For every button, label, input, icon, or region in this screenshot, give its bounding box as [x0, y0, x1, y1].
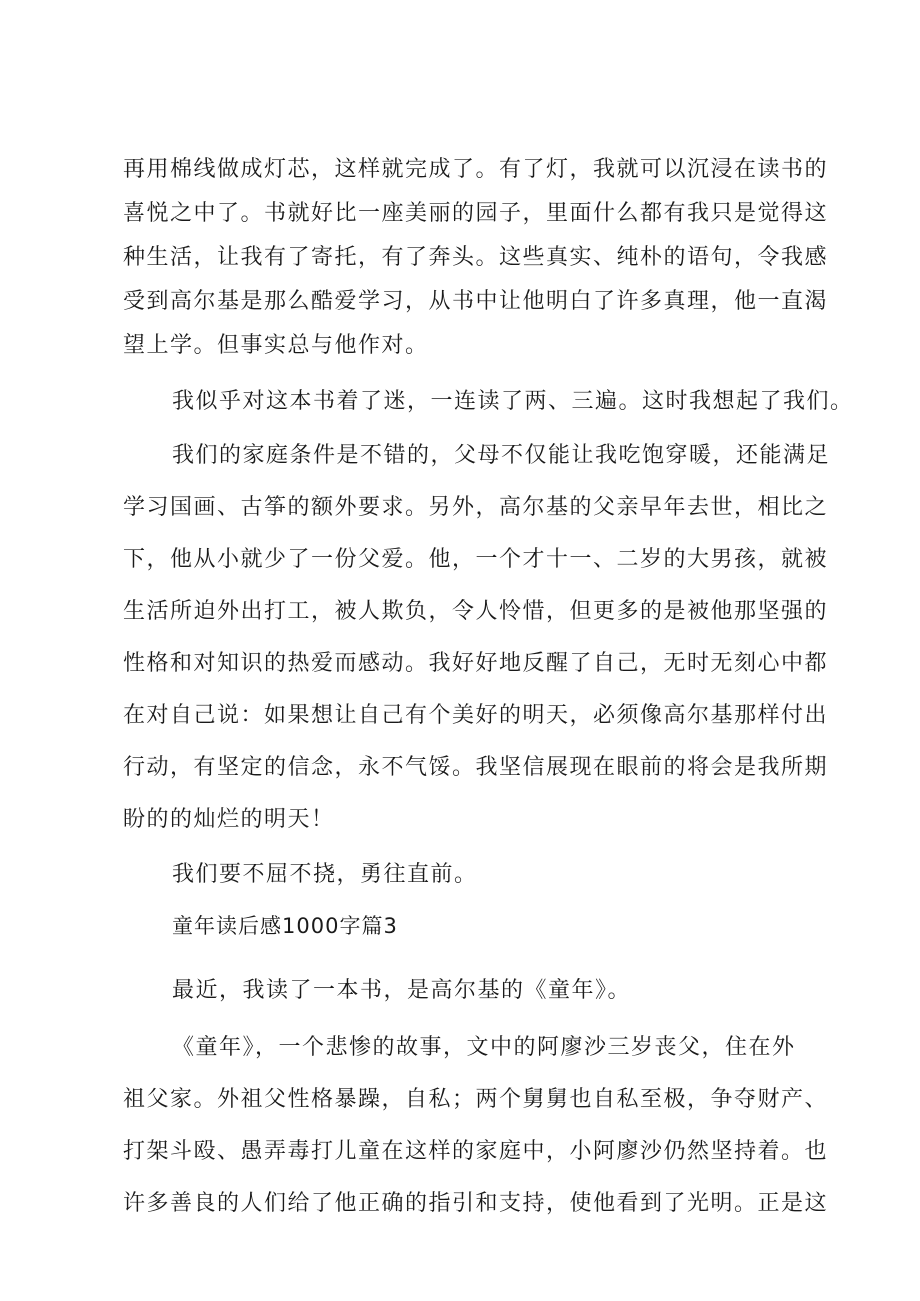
- section-heading: 童年读后感1000字篇3: [172, 914, 398, 938]
- body-line: 行动，有坚定的信念，永不气馁。我坚信展现在眼前的将会是我所期: [123, 755, 829, 780]
- body-line: 再用棉线做成灯芯，这样就完成了。有了灯，我就可以沉浸在读书的: [123, 157, 829, 182]
- paragraph-line: 最近，我读了一本书，是高尔基的《童年》。: [172, 978, 632, 1003]
- body-line: 下，他从小就少了一份父爱。他，一个才十一、二岁的大男孩，就被: [123, 547, 829, 572]
- body-line: 学习国画、古筝的额外要求。另外，高尔基的父亲早年去世，相比之: [123, 495, 829, 520]
- body-line: 种生活，让我有了寄托，有了奔头。这些真实、纯朴的语句，令我感: [123, 245, 829, 270]
- body-line: 盼的的灿烂的明天！: [123, 807, 335, 832]
- body-line: 祖父家。外祖父性格暴躁，自私；两个舅舅也自私至极，争夺财产、: [123, 1087, 829, 1112]
- paragraph-line: 我们的家庭条件是不错的，父母不仅能让我吃饱穿暖，还能满足: [172, 443, 831, 468]
- body-line: 在对自己说：如果想让自己有个美好的明天，必须像高尔基那样付出: [123, 703, 829, 728]
- body-line: 喜悦之中了。书就好比一座美丽的园子，里面什么都有我只是觉得这: [123, 201, 829, 226]
- body-line: 受到高尔基是那么酷爱学习，从书中让他明白了许多真理，他一直渴: [123, 289, 829, 314]
- body-line: 许多善良的人们给了他正确的指引和支持，使他看到了光明。正是这: [123, 1191, 829, 1216]
- paragraph-line: 我们要不屈不挠，勇往直前。: [172, 862, 478, 887]
- body-line: 生活所迫外出打工，被人欺负，令人怜惜，但更多的是被他那坚强的: [123, 599, 829, 624]
- paragraph-line: 我似乎对这本书着了迷，一连读了两、三遍。这时我想起了我们。: [172, 389, 854, 414]
- body-line: 打架斗殴、愚弄毒打儿童在这样的家庭中，小阿廖沙仍然坚持着。也: [123, 1139, 829, 1164]
- paragraph-line: 《童年》，一个悲惨的故事，文中的阿廖沙三岁丧父，住在外: [172, 1035, 796, 1060]
- body-line: 性格和对知识的热爱而感动。我好好地反醒了自己，无时无刻心中都: [123, 651, 829, 676]
- body-line: 望上学。但事实总与他作对。: [123, 333, 429, 358]
